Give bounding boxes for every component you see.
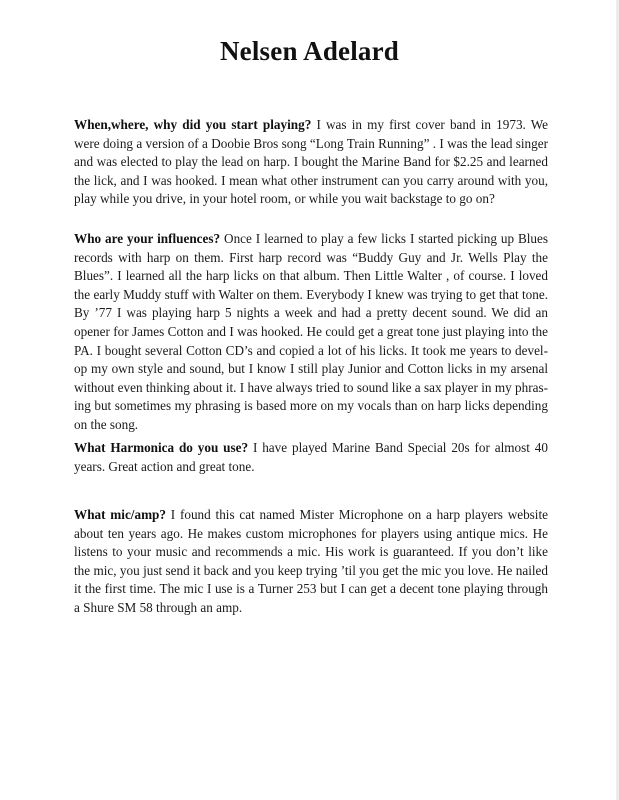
page-title: Nelsen Adelard: [219, 36, 400, 66]
qa-paragraph-harmonica: [74, 439, 548, 476]
question-label: When,where, why did you start playing?: [74, 117, 312, 132]
qa-paragraph-start-playing: [74, 116, 548, 209]
answer-text: I was in my first cover band in 1973. We were doing a version of a Doobie Bros song “Long Train Running” . I was the lead singer and was elected to play the lead on harp. I bought the Marine Band for $2.25 and learned the lick, and I was hooked. I mean what other instrument can you carry around with you, play while you drive, in your hotel room, or while you wait backstage to go on?: [74, 117, 549, 207]
answer-text: Once I learned to play a few licks I started picking up Blues records with harp on them. First harp record was “Buddy Guy and Jr. Wells Play the Blues”. I learned all the harp licks on that album. Then Little Walter , of course. I loved the early Muddy stuff with Walter on them. Everybody I knew was trying to get that tone. By ’77 I was playing harp 5 nights a week and had a pretty decent sound. We did an opener for James Cotton and I was hooked. He could get a great tone just playing into the PA. I bought several Cotton CD’s and copied a lot of his licks. It took me years to develop my own style and sound, but I know I still play Junior and Cotton licks in my arsenal without even thinking about it. I have always tried to sound like a sax player in my phrasing but sometimes my phrasing is based more on my vocals than on harp licks depending on the song.: [74, 231, 549, 432]
answer-text: I found this cat named Mister Microphone on a harp players website about ten years ago. He makes custom microphones for players using antique mics. He listens to your music and recommends a mic. His work is guaranteed. If you don’t like the mic, you just send it back and you keep trying ’til you get the mic you love. He nailed it the first time. The mic I use is a Turner 253 but I can get a decent tone playing through a Shure SM 58 through an amp.: [74, 507, 548, 615]
question-label: What mic/amp?: [74, 507, 166, 522]
qa-paragraph-influences: [74, 230, 548, 435]
question-label: What Harmonica do you use?: [74, 440, 249, 455]
qa-paragraph-mic-amp: [74, 506, 548, 618]
answer-text: I have played Marine Band Special 20s for almost 40 years. Great action and great tone.: [74, 440, 548, 474]
question-label: Who are your influences?: [74, 231, 221, 246]
